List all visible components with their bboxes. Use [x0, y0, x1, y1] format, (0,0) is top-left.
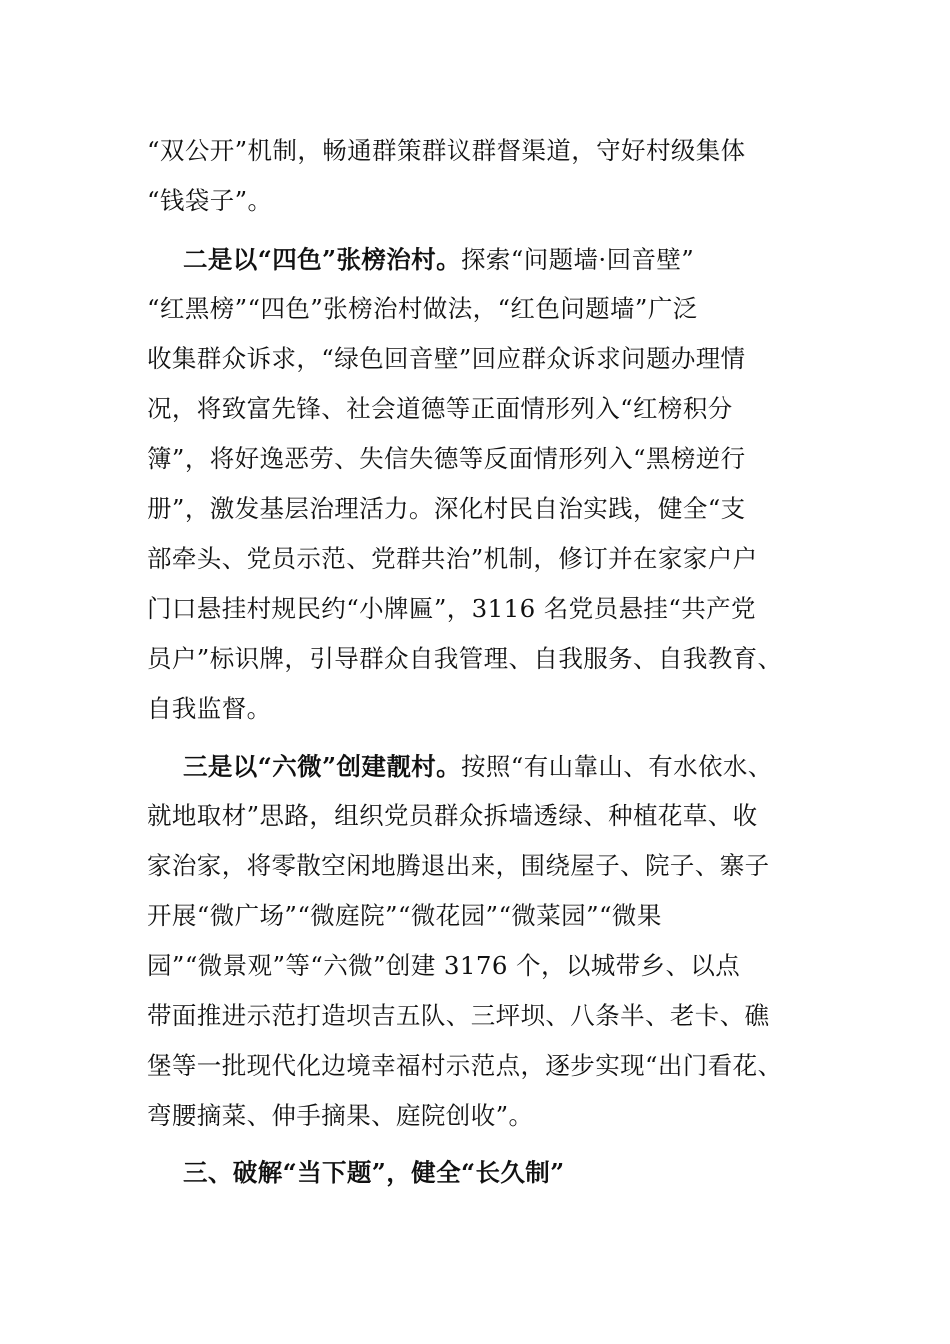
paragraph-line: 簿”，将好逸恶劳、失信失德等反面情形列入“黑榜逆行: [147, 444, 746, 473]
paragraph-line: 就地取材”思路，组织党员群众拆墙透绿、种植花草、收: [147, 801, 758, 830]
paragraph-line: 收集群众诉求，“绿色回音壁”回应群众诉求问题办理情: [147, 344, 746, 373]
paragraph-lead-heading: 三是以“六微”创建靓村。: [183, 752, 461, 781]
paragraph-line: 门口悬挂村规民约“小牌匾”，3116 名党员悬挂“共产党: [147, 594, 756, 623]
paragraph-line: 开展“微广场”“微庭院”“微花园”“微菜园”“微果: [147, 901, 662, 930]
paragraph-line: 自我监督。: [147, 694, 272, 723]
paragraph-line: “红黑榜”“四色”张榜治村做法，“红色问题墙”广泛: [147, 294, 698, 323]
paragraph-line: 员户”标识牌，引导群众自我管理、自我服务、自我教育、: [147, 644, 783, 673]
paragraph-line: [183, 751, 773, 783]
paragraph-line: “钱袋子”。: [147, 186, 273, 215]
paragraph-line: 部牵头、党员示范、党群共治”机制，修订并在家家户户: [147, 544, 758, 573]
paragraph-line: 带面推进示范打造坝吉五队、三坪坝、八条半、老卡、礁: [147, 1001, 770, 1030]
paragraph-text: 探索“问题墙·回音壁”: [460, 245, 695, 274]
paragraph-line: 堡等一批现代化边境幸福村示范点，逐步实现“出门看花、: [147, 1051, 783, 1080]
section-heading: 三、破解“当下题”，健全“长久制”: [183, 1158, 565, 1187]
paragraph-text: 按照“有山靠山、有水依水、: [460, 752, 773, 781]
paragraph-line: 册”，激发基层治理活力。深化村民自治实践，健全“支: [147, 494, 746, 523]
paragraph-line: [183, 244, 694, 276]
paragraph-line: 弯腰摘菜、伸手摘果、庭院创收”。: [147, 1101, 534, 1130]
paragraph-line: 况，将致富先锋、社会道德等正面情形列入“红榜积分: [147, 394, 733, 423]
paragraph-line: 家治家，将零散空闲地腾退出来，围绕屋子、院子、寨子: [147, 851, 770, 880]
paragraph-line: 园”“微景观”等“六微”创建 3176 个，以城带乡、以点: [147, 951, 741, 980]
paragraph-line: “双公开”机制，畅通群策群议群督渠道，守好村级集体: [147, 136, 746, 165]
paragraph-lead-heading: 二是以“四色”张榜治村。: [183, 245, 461, 274]
